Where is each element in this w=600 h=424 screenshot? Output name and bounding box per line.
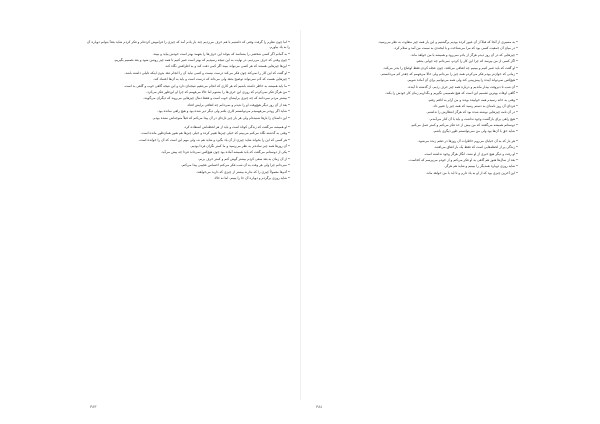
text-paragraph: • فردای آن روز نامه‌ای به دستم رسید که همه چیز را تغییر داد. — [432, 103, 518, 108]
text-paragraph: • ما باید همیشه به خاطر داشته باشیم که هر کاری که انجام می‌دهیم نتیجه‌ای دارد و این نتیجه گاهی خوب و گاهی بد است. — [123, 83, 290, 88]
text-paragraph: • چیزهایی هست که آدم نمی‌تواند توضیح بدهد ولی می‌داند که درست است و باید به آن‌ها اعتماد کند. — [153, 77, 290, 82]
right-page-number: ٣٨٤ — [316, 404, 323, 409]
text-paragraph: • من هرگز فکر نمی‌کردم که روزی این حرف‌ها را بشنوم اما حالا می‌فهمم که چرا او این‌طور فکر می‌کرد. — [146, 89, 290, 94]
text-paragraph: • بعد از سال‌ها هنوز هم گاهی به او فکر می‌کنم و از خودم می‌پرسم که کجاست. — [408, 158, 518, 163]
text-paragraph: • از آن زمان به بعد سعی کردم بیشتر گوش کنم و کمتر حرف بزنم. — [198, 156, 290, 161]
text-paragraph: • به گمانم اگر کسی شخصی را بشناسد که بتواند این حرف‌ها را بفهمد بهتر است خودش بیاید و ببیند. — [152, 51, 290, 56]
text-paragraph: • زمانی که جوان‌تر بودم فکر می‌کردم همه چیز را می‌دانم ولی حالا می‌فهمم که چقدر کم می‌دانستم. — [380, 71, 518, 76]
text-paragraph: • شاید روزی دوباره همدیگر را ببینیم و شاید هم هرگز. — [444, 164, 518, 169]
text-paragraph: • شاید روزی برگردم و دوباره آن جا را ببینم، اما نه حالا. — [213, 176, 290, 181]
text-paragraph: • وقتی به خانه رسیدم همه خوابیده بودند و من آرام به اتاقم رفتم. — [427, 97, 518, 102]
text-paragraph: • او گفت که این کار را نمی‌کند چون فکر می‌کند درست نیست و کسی نباید آن را انجام دهد بدون اینکه دلیلی داشته باشد. — [124, 70, 290, 75]
text-paragraph: • زندگی پر از لحظه‌هایی است که فقط یک بار اتفاق می‌افتند. — [433, 145, 518, 150]
text-paragraph: • چیزهایی که در آن روز دیدم هرگز از یادم نمی‌رود و همیشه با من خواهد ماند. — [410, 52, 518, 57]
text-paragraph: • اگر کسی از من بپرسد که چرا این کار را کردم، نمی‌دانم چه جوابی بدهم. — [415, 59, 518, 64]
text-paragraph: • آن روزها همه چیز ساده‌تر به نظر می‌رسید و ما کمتر نگران فردا بودیم. — [190, 144, 290, 149]
text-paragraph: • چون وقتی که حرف می‌زدیم، در نهایت به این نتیجه رسیدیم که بهتر است صبر کنیم تا همه چیز روشن شود و بعد تصمیم بگیریم. — [113, 57, 290, 62]
text-paragraph: • این‌ها چیزهایی هستند که هر کسی می‌تواند ببیند اگر کمی دقت کند و به اطرافش نگاه کند. — [164, 64, 290, 69]
text-paragraph: • آدم‌ها معمولاً چیزی را که ندارند بیشتر از چیزی که دارند می‌خواهند. — [196, 169, 290, 174]
left-page-number: ٣٨٣ — [90, 404, 97, 409]
text-paragraph: • در آن نامه چیزهایی نوشته شده بود که هرگز انتظارش را نداشتم. — [426, 110, 518, 115]
text-paragraph: • بعد از آن روز دیگر هیچ‌وقت او را ندیدم و نمی‌دانم چه اتفاقی برایش افتاد. — [186, 102, 290, 107]
text-paragraph: • به مسیری از آنجا که قبلاً از آن عبور کرده بودیم برگشتیم و این بار همه چیز متفاوت به نظر می‌رسید. — [377, 40, 518, 44]
text-paragraph: • نمی‌دانم چرا ولی هر وقت به آن شب فکر می‌کنم احساس عجیبی پیدا می‌کنم. — [181, 163, 290, 168]
text-paragraph: • در میان آن جمعیت کسی بود که مرا می‌شناخت و با لبخندی به سمت من آمد و سلام کرد. — [393, 46, 518, 51]
text-paragraph: • شاید حق با آن‌ها بود ولی من نمی‌توانستم طور دیگری باشم. — [433, 129, 518, 134]
text-paragraph: • بیشتر مردم نمی‌دانند که چه چیزی برایشان خوب است و فقط دنبال چیزهایی می‌روند که دیگران می‌گویند. — [143, 96, 290, 101]
text-paragraph: • هیچ‌کس نمی‌تواند آینده را پیش‌بینی کند ولی همه می‌توانیم برای آن آماده شویم. — [407, 78, 518, 83]
text-paragraph: • آن شب تا دیروقت بیدار ماندیم و درباره همه چیز حرف زدیم، از گذشته تا آینده. — [407, 84, 518, 89]
right-page-text — [314, 40, 518, 392]
text-paragraph: • این داستان را بارها شنیده‌ام ولی هر بار چیز تازه‌ای در آن پیدا می‌کنم که قبلاً متوجه‌اش نشده بودم. — [152, 115, 290, 120]
text-paragraph: • هر بار که به آن خیابان می‌روم خاطرات آن روزها در ذهنم زنده می‌شود. — [417, 138, 518, 143]
text-paragraph: • شاید اگر زودتر می‌فهمیدم می‌توانستم کاری بکنم ولی دیگر دیر شده بود و هیچ راهی نمانده بود. — [157, 109, 290, 114]
text-paragraph: • دوستانم همیشه می‌گفتند که من بیش از حد فکر می‌کنم و کمتر عمل می‌کنم. — [410, 123, 518, 128]
text-paragraph: • او همیشه می‌گفت که زندگی کوتاه است و باید از هر لحظه‌اش استفاده کرد. — [183, 124, 290, 129]
text-paragraph: • هر کسی که این را بخواند شاید چیزی از آن یاد بگیرد و شاید هم نه، ولی مهم این است که آن را خوانده است. — [138, 137, 290, 142]
text-paragraph: • او رفت و دیگر هیچ خبری از او نشد، انگار هرگز وجود نداشته است. — [423, 151, 518, 156]
page-gutter — [300, 30, 301, 400]
text-paragraph: • هیچ راهی برای بازگشت وجود نداشت و باید با آن کنار می‌آمدم. — [429, 116, 518, 121]
text-paragraph: • یکی از دوستانم می‌گفت که باید همیشه آماده بود چون هیچ‌کس نمی‌داند فردا چه پیش می‌آید. — [160, 150, 290, 155]
text-paragraph: • وقتی به گذشته نگاه می‌کنم می‌بینم که خیلی چیزها تغییر کرده و خیلی چیزها هم هنوز همان‌طور مانده است. — [140, 131, 290, 136]
left-page-text — [87, 40, 290, 392]
text-paragraph: • گاهی اوقات بهترین تصمیم این است که هیچ تصمیمی نگیریم و بگذاریم زمان کار خودش را بکند. — [385, 91, 518, 96]
text-paragraph: • او گفت که باید صبر کنیم و ببینیم چه اتفاقی می‌افتد، چون عجله کردن فقط اوضاع را بدتر می‌کند. — [382, 65, 518, 70]
text-paragraph: • اما چون نظرم را گرفت وقتی که داشتیم با هم حرف می‌زدیم چند بار یادم آمد که چیزی را فراموش کرده‌ام و فکر کردم شاید بعداً بتوانم دوباره آن را به یاد بیاورم. — [87, 40, 290, 50]
text-paragraph: • این آخرین چیزی بود که از او به یاد دارم و تا ابد با من خواهد ماند. — [425, 170, 518, 175]
